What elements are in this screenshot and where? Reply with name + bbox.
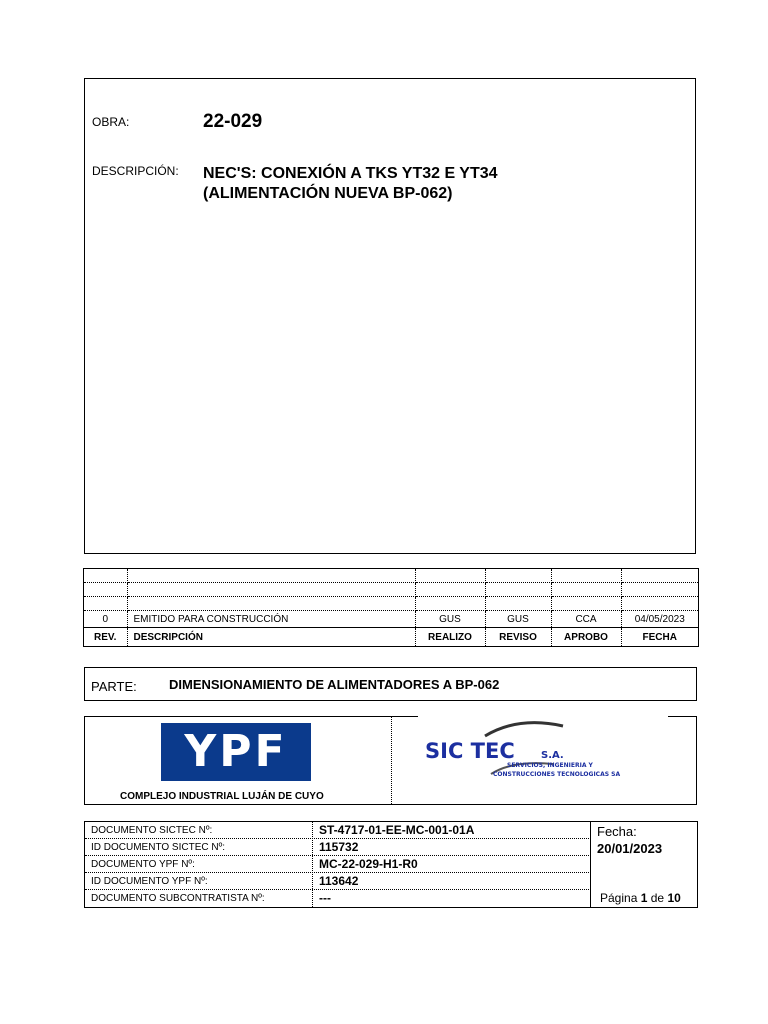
doc-row-value: 113642	[319, 874, 359, 888]
page-word: Página	[600, 891, 638, 905]
rev-realizo: GUS	[415, 611, 485, 628]
revision-empty-row	[84, 569, 698, 583]
revision-empty-row	[84, 583, 698, 597]
doc-row-value: ---	[319, 891, 331, 905]
cover-box	[84, 78, 696, 554]
logo-divider	[391, 716, 392, 804]
page-of: de	[650, 891, 665, 905]
descripcion-value	[203, 164, 673, 204]
obra-value: 22-029	[203, 111, 263, 132]
parte-label: PARTE:	[91, 679, 137, 694]
rev-fecha: 04/05/2023	[621, 611, 698, 628]
page-indicator	[600, 891, 681, 905]
header-fecha: FECHA	[621, 628, 698, 647]
fecha-label: Fecha:	[597, 824, 637, 839]
fecha-value: 20/01/2023	[597, 841, 663, 856]
doc-row-label: DOCUMENTO YPF Nº:	[91, 859, 195, 870]
revision-table	[84, 569, 698, 646]
header-rev: REV.	[84, 628, 127, 647]
page-total: 10	[667, 891, 681, 905]
doc-row-value: ST-4717-01-EE-MC-001-01A	[319, 823, 475, 837]
obra-label: OBRA:	[92, 115, 130, 129]
rev-number: 0	[84, 611, 127, 628]
doc-column-divider	[312, 822, 313, 907]
header-aprobo: APROBO	[551, 628, 621, 647]
doc-row	[85, 873, 591, 890]
doc-row-label: ID DOCUMENTO YPF Nº:	[91, 876, 208, 887]
rev-description: EMITIDO PARA CONSTRUCCIÓN	[127, 611, 415, 628]
descripcion-line-1: NEC'S: CONEXIÓN A TKS YT32 E YT34	[203, 165, 498, 182]
rev-reviso: GUS	[485, 611, 551, 628]
header-descripcion: DESCRIPCIÓN	[127, 628, 415, 647]
revision-header-row	[84, 628, 698, 647]
doc-row	[85, 822, 591, 839]
rev-aprobo: CCA	[551, 611, 621, 628]
parte-value: DIMENSIONAMIENTO DE ALIMENTADORES A BP-062	[169, 677, 500, 692]
sictec-swoosh	[485, 723, 563, 736]
sictec-logo	[423, 720, 663, 780]
sictec-suffix: S.A.	[541, 750, 564, 761]
sictec-tagline-2: CONSTRUCCIONES TECNOLOGICAS SA	[493, 771, 621, 778]
doc-row	[85, 890, 591, 907]
doc-row-label: DOCUMENTO SICTEC Nº:	[91, 825, 213, 836]
logo-box	[84, 716, 697, 805]
doc-row	[85, 839, 591, 856]
sictec-name: SIC TEC	[425, 739, 515, 763]
parte-box	[84, 667, 697, 701]
header-reviso: REVISO	[485, 628, 551, 647]
doc-row-value: 115732	[319, 840, 359, 854]
doc-row-label: ID DOCUMENTO SICTEC Nº:	[91, 842, 226, 853]
doc-row	[85, 856, 591, 873]
header-realizo: REALIZO	[415, 628, 485, 647]
complejo-label: COMPLEJO INDUSTRIAL LUJÁN DE CUYO	[120, 791, 324, 802]
doc-column-divider	[590, 822, 591, 907]
doc-row-label: DOCUMENTO SUBCONTRATISTA Nº:	[91, 893, 265, 904]
page-current: 1	[640, 891, 648, 905]
ypf-logo: YPF	[161, 723, 311, 781]
doc-row-value: MC-22-029-H1-R0	[319, 857, 418, 871]
revision-row	[84, 611, 698, 628]
document-info-table	[84, 821, 698, 908]
sictec-tagline-1: SERVICIOS, INGENIERIA Y	[507, 762, 593, 769]
descripcion-line-2: (ALIMENTACIÓN NUEVA BP-062)	[203, 185, 453, 202]
descripcion-label: DESCRIPCIÓN:	[92, 164, 179, 178]
revision-empty-row	[84, 597, 698, 611]
